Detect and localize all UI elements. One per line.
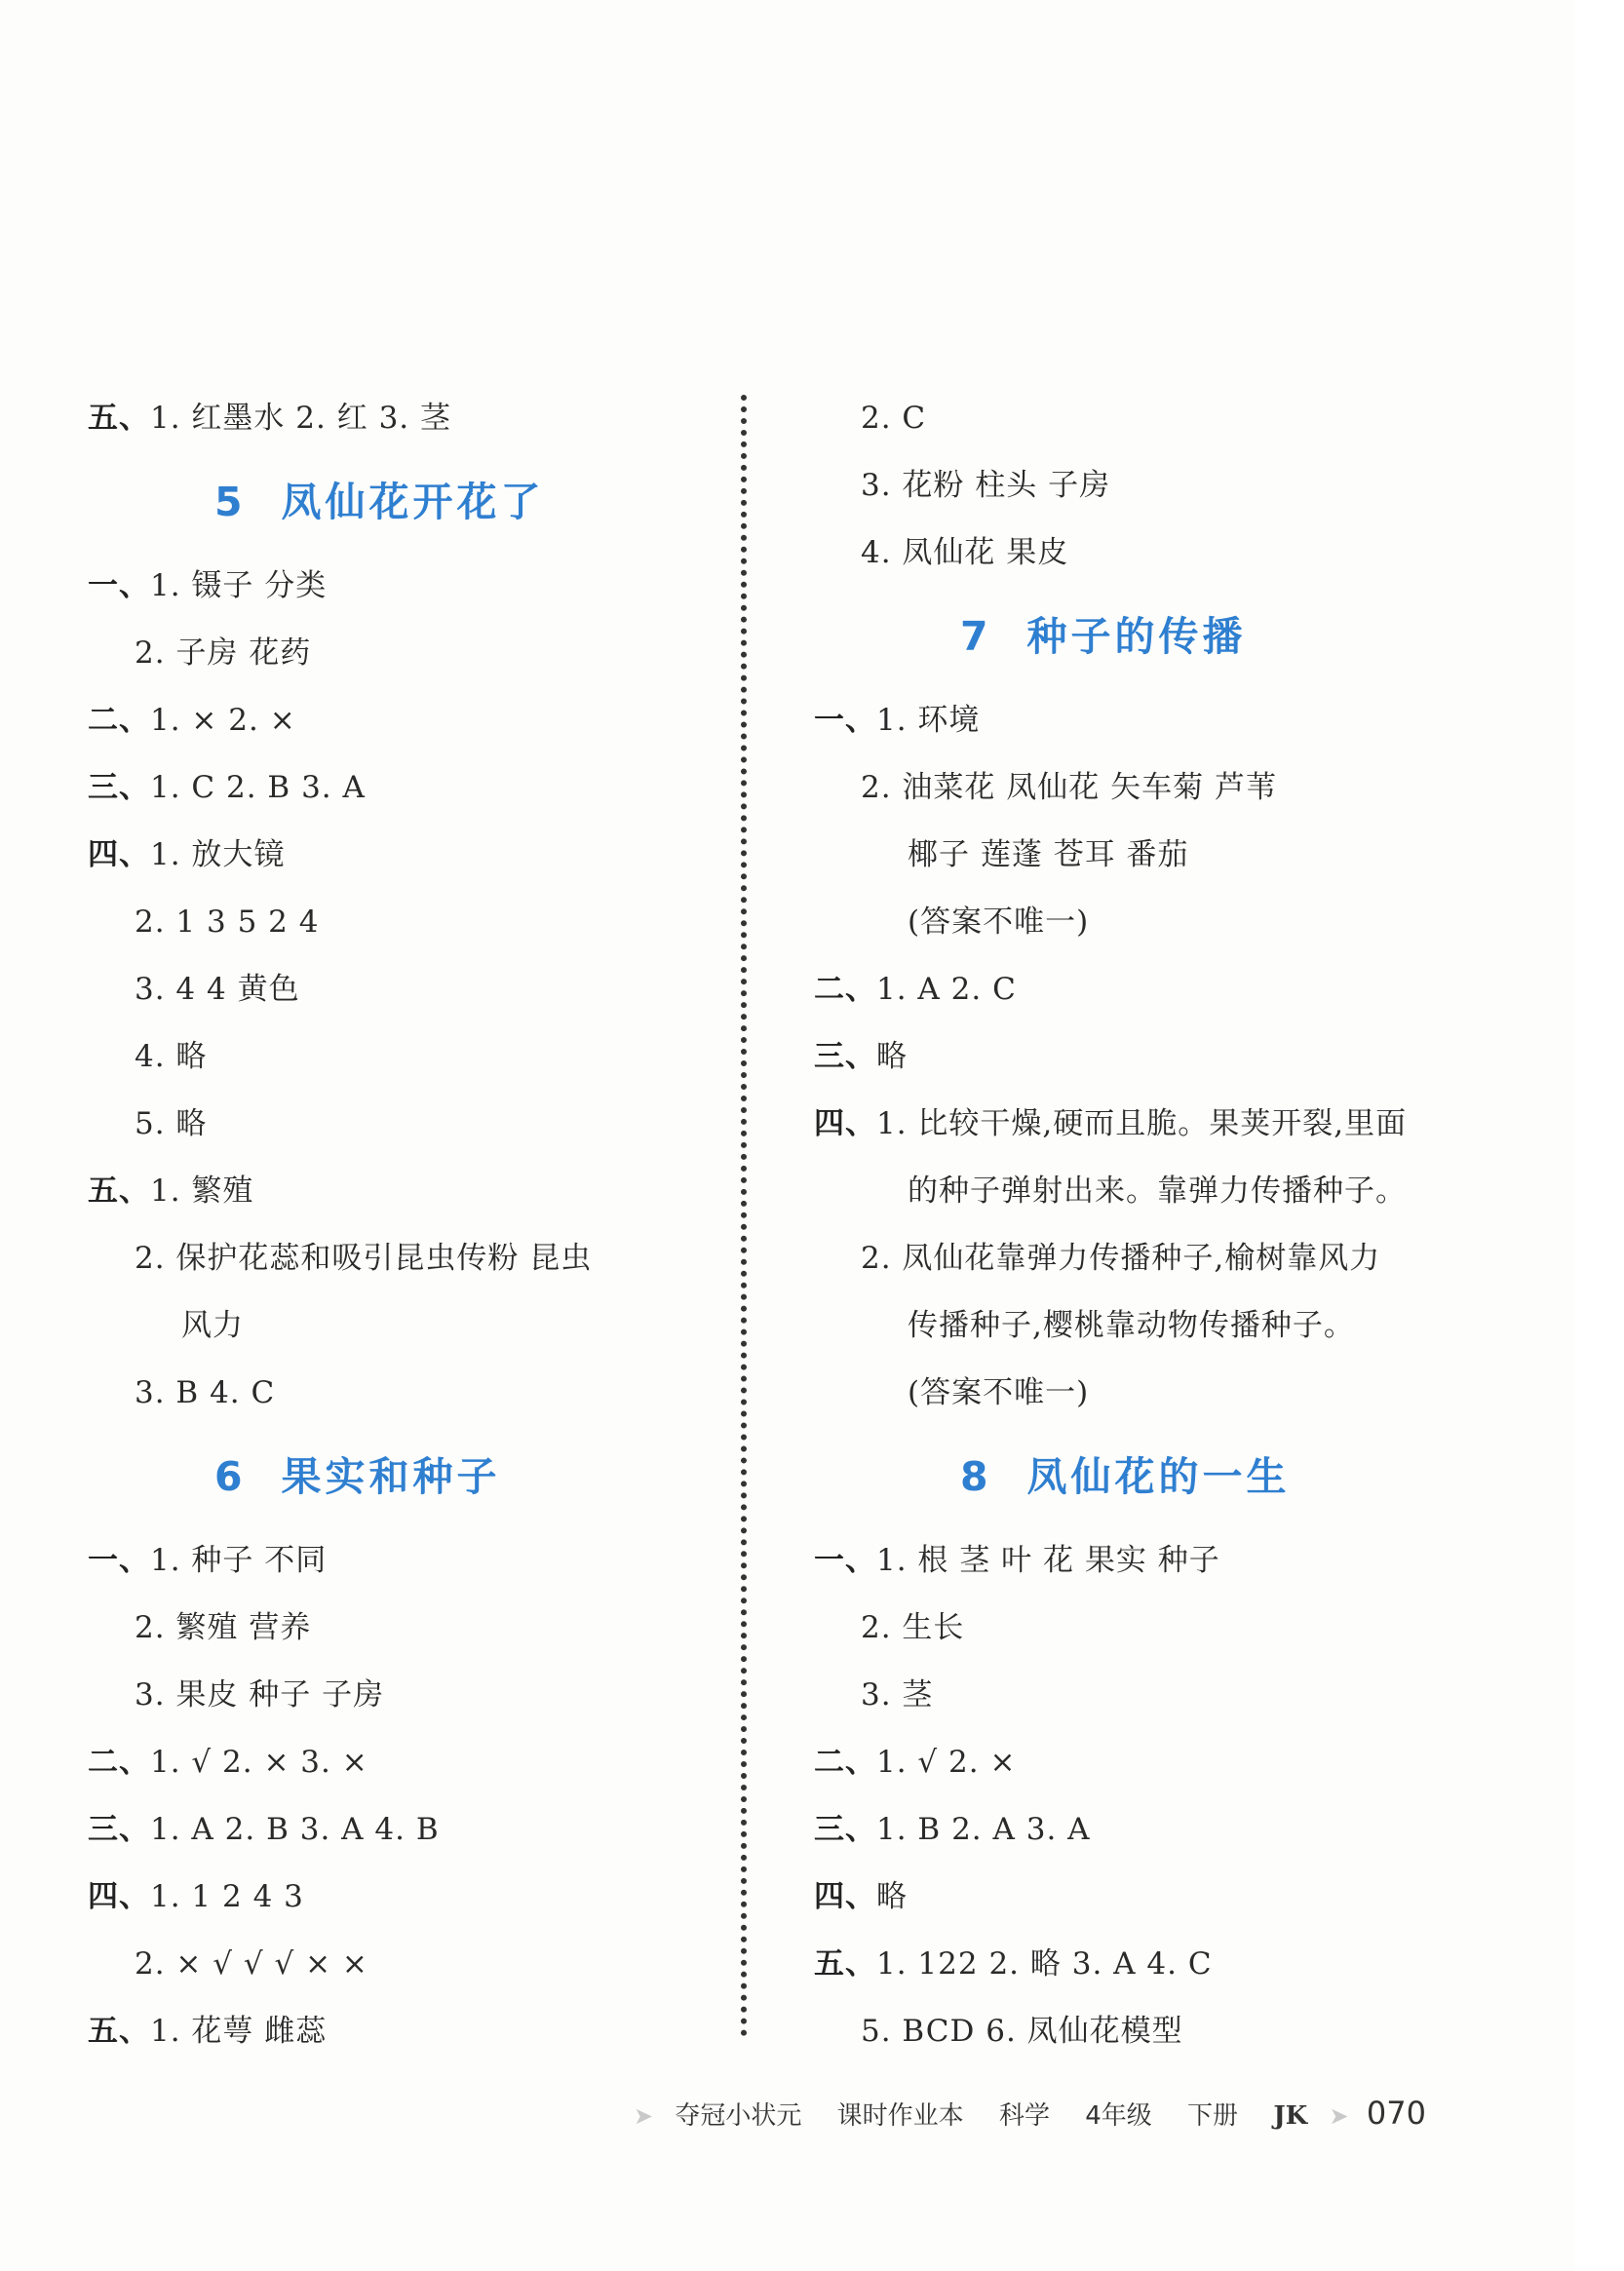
answer-text: 3. 4 4 黄色 bbox=[135, 972, 300, 1007]
question-group-label: 二、 bbox=[814, 972, 876, 1007]
answer-text: 1. 122 2. 略 3. A 4. C bbox=[876, 1946, 1213, 1982]
answer-text: 1. × 2. × bbox=[150, 703, 296, 738]
answer-text: (答案不唯一) bbox=[908, 1375, 1090, 1410]
answer-line bbox=[814, 1662, 1496, 1729]
question-group-label: 五、 bbox=[88, 2014, 150, 2049]
answer-text: 1. 红墨水 2. 红 3. 茎 bbox=[150, 401, 452, 436]
answer-line bbox=[814, 1158, 1496, 1225]
answer-line bbox=[88, 1796, 712, 1864]
answer-text: 3. 花粉 柱头 子房 bbox=[861, 468, 1111, 503]
answer-text: 1. √ 2. × bbox=[876, 1745, 1017, 1780]
section-title: 凤仙花开花了 bbox=[281, 479, 545, 525]
answer-line bbox=[814, 1796, 1496, 1864]
answer-text: 2. 繁殖 营养 bbox=[135, 1610, 312, 1645]
answer-text: 3. B 4. C bbox=[135, 1375, 276, 1410]
chevron-icon: ➤ bbox=[1329, 2102, 1349, 2130]
question-group-label: 一、 bbox=[814, 1543, 876, 1578]
answer-line bbox=[814, 1595, 1496, 1662]
answer-line bbox=[88, 1360, 712, 1427]
answer-text: 1. B 2. A 3. A bbox=[876, 1812, 1091, 1847]
answer-line bbox=[814, 520, 1496, 587]
answer-text: 2. 油菜花 凤仙花 矢车菊 芦苇 bbox=[861, 770, 1277, 805]
section-number: 7 bbox=[960, 613, 992, 660]
question-group-label: 四、 bbox=[814, 1106, 876, 1141]
answer-line bbox=[814, 889, 1496, 956]
answer-text: 1. A 2. C bbox=[876, 972, 1017, 1007]
answer-text: 1. 繁殖 bbox=[150, 1174, 254, 1209]
answer-line bbox=[88, 620, 712, 687]
answer-line bbox=[814, 822, 1496, 889]
right-column bbox=[814, 385, 1496, 2065]
answer-text: 1. 比较干燥,硬而且脆。果荚开裂,里面 bbox=[876, 1106, 1408, 1141]
answer-line bbox=[814, 1023, 1496, 1091]
answer-line bbox=[88, 822, 712, 889]
question-group-label: 四、 bbox=[88, 1879, 150, 1914]
page-number: 070 bbox=[1366, 2095, 1426, 2132]
answer-line bbox=[814, 1931, 1496, 1998]
left-column bbox=[88, 385, 712, 2065]
question-group-label: 二、 bbox=[88, 1745, 150, 1780]
answer-line bbox=[814, 1225, 1496, 1292]
answer-line bbox=[88, 1091, 712, 1158]
answer-text: 椰子 莲蓬 苍耳 番茄 bbox=[908, 837, 1189, 872]
question-group-label: 四、 bbox=[814, 1879, 876, 1914]
answer-line bbox=[814, 385, 1496, 452]
section-heading bbox=[814, 587, 1496, 687]
section-heading bbox=[88, 452, 712, 553]
answer-text: 2. 1 3 5 2 4 bbox=[135, 905, 320, 940]
chevron-icon: ➤ bbox=[634, 2102, 654, 2130]
answer-text: 5. 略 bbox=[135, 1106, 208, 1141]
footer-grade: 4年级 bbox=[1085, 2101, 1152, 2131]
answer-line bbox=[814, 1292, 1496, 1360]
footer-book: 课时作业本 bbox=[836, 2101, 964, 2131]
section-title: 果实和种子 bbox=[281, 1453, 501, 1500]
answer-line bbox=[88, 1595, 712, 1662]
answer-line bbox=[88, 385, 712, 452]
section-number: 8 bbox=[960, 1453, 992, 1500]
answer-line bbox=[88, 1729, 712, 1796]
answer-line bbox=[814, 1360, 1496, 1427]
footer-volume: 下册 bbox=[1187, 2101, 1239, 2131]
section-title: 凤仙花的一生 bbox=[1026, 1453, 1291, 1500]
footer-subject: 科学 bbox=[998, 2101, 1050, 2131]
question-group-label: 五、 bbox=[814, 1946, 876, 1982]
answer-text: (答案不唯一) bbox=[908, 905, 1090, 940]
answer-text: 传播种子,樱桃靠动物传播种子。 bbox=[908, 1308, 1355, 1343]
question-group-label: 三、 bbox=[814, 1812, 876, 1847]
answer-text: 2. 子房 花药 bbox=[135, 635, 312, 671]
answer-text: 1. 花萼 雌蕊 bbox=[150, 2014, 328, 2049]
question-group-label: 五、 bbox=[88, 1174, 150, 1209]
answer-line bbox=[88, 889, 712, 956]
answer-line bbox=[88, 1864, 712, 1931]
answer-text: 2. × √ √ √ × × bbox=[135, 1946, 368, 1982]
answer-text: 1. 根 茎 叶 花 果实 种子 bbox=[876, 1543, 1220, 1578]
answer-text: 风力 bbox=[181, 1308, 244, 1343]
question-group-label: 一、 bbox=[88, 1543, 150, 1578]
column-divider bbox=[741, 395, 747, 2037]
answer-text: 1. 1 2 4 3 bbox=[150, 1879, 304, 1914]
answer-text: 的种子弹射出来。靠弹力传播种子。 bbox=[908, 1174, 1407, 1209]
answer-line bbox=[814, 1527, 1496, 1595]
answer-line bbox=[88, 1225, 712, 1292]
answer-line bbox=[814, 1864, 1496, 1931]
section-heading bbox=[88, 1427, 712, 1527]
answer-line bbox=[88, 956, 712, 1023]
answer-line bbox=[814, 687, 1496, 754]
page-footer bbox=[634, 2091, 1426, 2136]
page-edge bbox=[1574, 0, 1624, 2271]
footer-edition: JK bbox=[1273, 2101, 1308, 2131]
section-number: 6 bbox=[214, 1453, 247, 1500]
answer-line bbox=[814, 956, 1496, 1023]
answer-text: 4. 凤仙花 果皮 bbox=[861, 535, 1069, 570]
answer-line bbox=[88, 553, 712, 620]
answer-line bbox=[88, 1023, 712, 1091]
answer-text: 1. √ 2. × 3. × bbox=[150, 1745, 368, 1780]
answer-text: 1. 环境 bbox=[876, 703, 981, 738]
answer-line bbox=[814, 754, 1496, 822]
answer-text: 2. C bbox=[861, 401, 927, 436]
section-number: 5 bbox=[214, 479, 247, 525]
answer-text: 1. C 2. B 3. A bbox=[150, 770, 366, 805]
answer-line bbox=[814, 1729, 1496, 1796]
answer-line bbox=[88, 1662, 712, 1729]
answer-text: 3. 茎 bbox=[861, 1677, 934, 1713]
question-group-label: 五、 bbox=[88, 401, 150, 436]
answer-text: 略 bbox=[876, 1039, 908, 1074]
answer-text: 略 bbox=[876, 1879, 908, 1914]
question-group-label: 一、 bbox=[814, 703, 876, 738]
answer-line bbox=[88, 1158, 712, 1225]
answer-text: 4. 略 bbox=[135, 1039, 208, 1074]
section-title: 种子的传播 bbox=[1026, 613, 1247, 660]
answer-line bbox=[88, 754, 712, 822]
answer-text: 2. 凤仙花靠弹力传播种子,榆树靠风力 bbox=[861, 1241, 1381, 1276]
answer-text: 1. 种子 不同 bbox=[150, 1543, 328, 1578]
answer-line bbox=[88, 1292, 712, 1360]
answer-text: 5. BCD 6. 凤仙花模型 bbox=[861, 2014, 1183, 2049]
question-group-label: 一、 bbox=[88, 568, 150, 603]
question-group-label: 三、 bbox=[814, 1039, 876, 1074]
answer-text: 1. A 2. B 3. A 4. B bbox=[150, 1812, 440, 1847]
question-group-label: 三、 bbox=[88, 770, 150, 805]
question-group-label: 二、 bbox=[88, 703, 150, 738]
answer-line bbox=[814, 452, 1496, 520]
answer-line bbox=[88, 1998, 712, 2065]
question-group-label: 二、 bbox=[814, 1745, 876, 1780]
answer-line bbox=[814, 1091, 1496, 1158]
answer-text: 1. 放大镜 bbox=[150, 837, 286, 872]
answer-text: 2. 生长 bbox=[861, 1610, 965, 1645]
answer-text: 2. 保护花蕊和吸引昆虫传粉 昆虫 bbox=[135, 1241, 593, 1276]
answer-line bbox=[88, 1931, 712, 1998]
answer-text: 1. 镊子 分类 bbox=[150, 568, 328, 603]
answer-line bbox=[88, 687, 712, 754]
question-group-label: 四、 bbox=[88, 837, 150, 872]
footer-brand: 夺冠小状元 bbox=[675, 2101, 802, 2131]
question-group-label: 三、 bbox=[88, 1812, 150, 1847]
section-heading bbox=[814, 1427, 1496, 1527]
answer-line bbox=[814, 1998, 1496, 2065]
answer-line bbox=[88, 1527, 712, 1595]
answer-text: 3. 果皮 种子 子房 bbox=[135, 1677, 385, 1713]
